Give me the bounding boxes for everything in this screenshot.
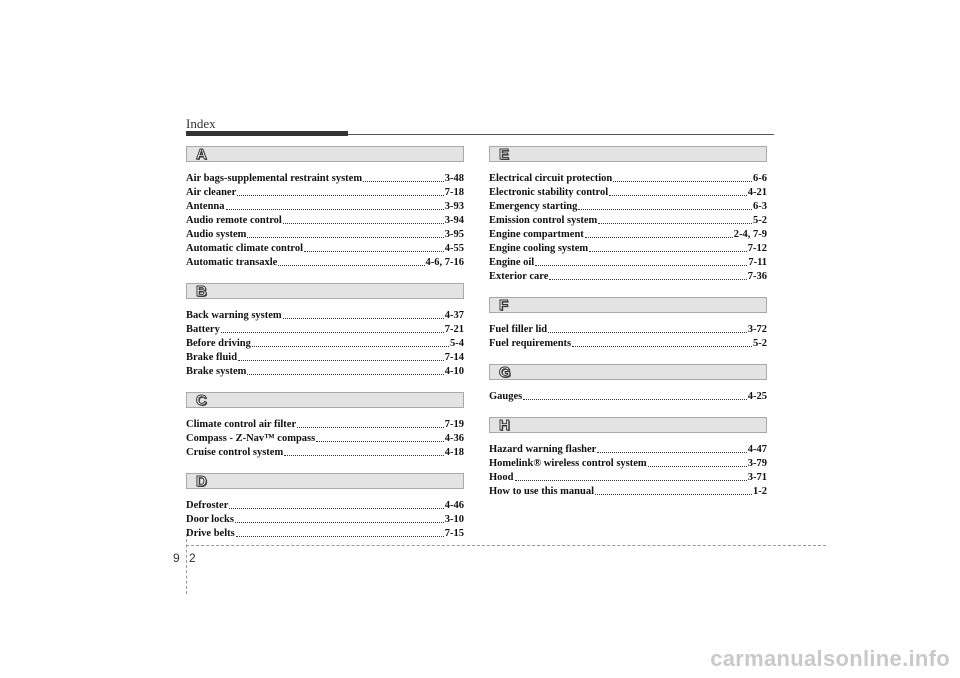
- index-entry[interactable]: [489, 337, 767, 351]
- entry-name: Engine compartment: [489, 229, 584, 240]
- entry-name: Hazard warning flasher: [489, 444, 597, 455]
- dot-leader: [236, 536, 444, 537]
- index-entry[interactable]: [186, 527, 464, 541]
- entry-page-ref: 7-11: [748, 257, 767, 268]
- entry-name: Defroster: [186, 500, 229, 511]
- dot-leader: [283, 318, 444, 319]
- entry-name: Electrical circuit protection: [489, 173, 613, 184]
- entry-name: Air bags-supplemental restraint system: [186, 173, 363, 184]
- index-entry-list: [186, 408, 464, 473]
- entry-page-ref: 4-18: [444, 447, 464, 458]
- entry-page-ref: 4-36: [444, 433, 464, 444]
- entry-page-ref: 4-55: [444, 243, 464, 254]
- index-entry[interactable]: [186, 256, 464, 270]
- index-section-g: [489, 364, 767, 417]
- index-entry[interactable]: [489, 270, 767, 284]
- entry-page-ref: 3-95: [444, 229, 464, 240]
- dot-leader: [648, 466, 747, 467]
- section-letter: A: [196, 146, 207, 163]
- entry-name: Fuel requirements: [489, 338, 572, 349]
- entry-page-ref: 1-2: [753, 486, 767, 497]
- dot-leader: [363, 181, 444, 182]
- entry-page-ref: 3-93: [444, 201, 464, 212]
- index-entry-list: [186, 162, 464, 283]
- entry-page-ref: 7-19: [444, 419, 464, 430]
- section-header-bar: [186, 473, 464, 489]
- dot-leader: [304, 251, 444, 252]
- index-entry[interactable]: [186, 228, 464, 242]
- entry-name: Automatic transaxle: [186, 257, 278, 268]
- page-number: 2: [189, 551, 196, 565]
- section-letter: D: [196, 473, 207, 490]
- entry-page-ref: 7-18: [444, 187, 464, 198]
- entry-name: How to use this manual: [489, 486, 595, 497]
- dot-leader: [316, 441, 444, 442]
- index-entry[interactable]: [186, 323, 464, 337]
- entry-name: Audio system: [186, 229, 247, 240]
- index-entry[interactable]: [489, 256, 767, 270]
- index-entry[interactable]: [489, 172, 767, 186]
- index-section-f: [489, 297, 767, 364]
- entry-name: Brake system: [186, 366, 247, 377]
- index-entry-list: [489, 313, 767, 364]
- dot-leader: [515, 480, 747, 481]
- header-accent-bar: [186, 131, 348, 136]
- section-letter: E: [499, 146, 510, 163]
- entry-name: Emergency starting: [489, 201, 578, 212]
- dot-leader: [572, 346, 752, 347]
- entry-page-ref: 5-2: [753, 215, 767, 226]
- entry-name: Homelink® wireless control system: [489, 458, 647, 469]
- index-entry-list: [489, 433, 767, 512]
- dot-leader: [589, 251, 747, 252]
- dot-leader: [235, 522, 444, 523]
- dot-leader: [226, 209, 444, 210]
- entry-name: Air cleaner: [186, 187, 237, 198]
- entry-page-ref: 5-2: [753, 338, 767, 349]
- dot-leader: [247, 374, 443, 375]
- entry-page-ref: 7-15: [444, 528, 464, 539]
- entry-page-ref: 4-21: [747, 187, 767, 198]
- entry-page-ref: 6-3: [753, 201, 767, 212]
- entry-page-ref: 3-79: [747, 458, 767, 469]
- index-section-d: [186, 473, 464, 554]
- index-entry[interactable]: [489, 242, 767, 256]
- dot-leader: [523, 399, 746, 400]
- index-entry[interactable]: [186, 309, 464, 323]
- entry-page-ref: 4-37: [444, 310, 464, 321]
- entry-name: Compass - Z-Nav™ compass: [186, 433, 316, 444]
- dot-leader: [598, 223, 752, 224]
- index-section-c: [186, 392, 464, 473]
- section-letter: G: [499, 364, 511, 381]
- dot-leader: [578, 209, 752, 210]
- index-column-left: [186, 146, 464, 554]
- index-entry[interactable]: [186, 172, 464, 186]
- entry-page-ref: 4-46: [444, 500, 464, 511]
- entry-page-ref: 7-36: [747, 271, 767, 282]
- watermark-text: carmanualsonline.info: [710, 646, 950, 671]
- entry-name: Drive belts: [186, 528, 235, 539]
- index-entry[interactable]: [489, 485, 767, 499]
- entry-page-ref: 6-6: [753, 173, 767, 184]
- index-entry[interactable]: [186, 446, 464, 460]
- dot-leader: [549, 279, 746, 280]
- dot-leader: [535, 265, 747, 266]
- index-entry[interactable]: [186, 186, 464, 200]
- index-entry[interactable]: [186, 200, 464, 214]
- section-letter: B: [196, 283, 207, 300]
- dot-leader: [278, 265, 424, 266]
- entry-page-ref: 3-71: [747, 472, 767, 483]
- chapter-number: 9: [173, 551, 180, 565]
- entry-name: Emission control system: [489, 215, 598, 226]
- index-entry[interactable]: [489, 471, 767, 485]
- dot-leader: [613, 181, 752, 182]
- index-entry[interactable]: [489, 228, 767, 242]
- entry-name: Automatic climate control: [186, 243, 304, 254]
- entry-name: Door locks: [186, 514, 234, 525]
- dot-leader: [597, 452, 746, 453]
- entry-name: Engine cooling system: [489, 243, 589, 254]
- section-header-bar: [186, 283, 464, 299]
- entry-name: Battery: [186, 324, 220, 335]
- section-letter: F: [499, 297, 509, 314]
- footer-vertical-rule: [186, 534, 187, 594]
- entry-page-ref: 3-94: [444, 215, 464, 226]
- entry-name: Fuel filler lid: [489, 324, 548, 335]
- dot-leader: [247, 237, 443, 238]
- index-entry[interactable]: [186, 418, 464, 432]
- page-title: Index: [186, 116, 216, 131]
- dot-leader: [237, 195, 444, 196]
- entry-page-ref: 3-72: [747, 324, 767, 335]
- dot-leader: [284, 455, 444, 456]
- index-section-h: [489, 417, 767, 512]
- index-entry-list: [489, 380, 767, 417]
- entry-name: Antenna: [186, 201, 225, 212]
- index-entry[interactable]: [186, 432, 464, 446]
- section-header-bar: [489, 364, 767, 380]
- section-header-bar: [489, 417, 767, 433]
- index-entry[interactable]: [186, 513, 464, 527]
- entry-page-ref: 7-12: [747, 243, 767, 254]
- index-entry[interactable]: [186, 365, 464, 379]
- entry-name: Exterior care: [489, 271, 549, 282]
- entry-page-ref: 5-4: [450, 338, 464, 349]
- entry-name: Brake fluid: [186, 352, 238, 363]
- entry-page-ref: 3-48: [444, 173, 464, 184]
- index-entry[interactable]: [489, 214, 767, 228]
- entry-page-ref: 2-4, 7-9: [733, 229, 767, 240]
- dot-leader: [595, 494, 752, 495]
- index-section-a: [186, 146, 464, 283]
- entry-page-ref: 7-21: [444, 324, 464, 335]
- section-header-bar: [489, 146, 767, 162]
- index-entry[interactable]: [489, 323, 767, 337]
- entry-name: Gauges: [489, 391, 523, 402]
- index-section-b: [186, 283, 464, 392]
- entry-name: Back warning system: [186, 310, 282, 321]
- section-header-bar: [489, 297, 767, 313]
- section-header-bar: [186, 146, 464, 162]
- entry-name: Before driving: [186, 338, 251, 349]
- footer-horizontal-rule: [186, 545, 826, 546]
- index-entry[interactable]: [489, 443, 767, 457]
- entry-name: Audio remote control: [186, 215, 282, 226]
- entry-page-ref: 3-10: [444, 514, 464, 525]
- index-entry[interactable]: [186, 351, 464, 365]
- dot-leader: [252, 346, 449, 347]
- section-letter: C: [196, 392, 207, 409]
- index-entry[interactable]: [489, 186, 767, 200]
- dot-leader: [548, 332, 747, 333]
- dot-leader: [238, 360, 444, 361]
- entry-page-ref: 4-6, 7-16: [425, 257, 464, 268]
- index-entry[interactable]: [489, 457, 767, 471]
- entry-page-ref: 4-47: [747, 444, 767, 455]
- index-entry[interactable]: [186, 214, 464, 228]
- index-entry[interactable]: [186, 242, 464, 256]
- index-column-right: [489, 146, 767, 512]
- index-entry[interactable]: [489, 200, 767, 214]
- section-header-bar: [186, 392, 464, 408]
- index-entry-list: [186, 299, 464, 392]
- dot-leader: [283, 223, 444, 224]
- dot-leader: [297, 427, 444, 428]
- dot-leader: [585, 237, 733, 238]
- entry-page-ref: 7-14: [444, 352, 464, 363]
- entry-name: Climate control air filter: [186, 419, 297, 430]
- entry-name: Hood: [489, 472, 514, 483]
- entry-name: Engine oil: [489, 257, 535, 268]
- entry-name: Electronic stability control: [489, 187, 609, 198]
- index-entry-list: [489, 162, 767, 297]
- index-entry[interactable]: [186, 499, 464, 513]
- section-letter: H: [499, 417, 510, 434]
- dot-leader: [609, 195, 747, 196]
- index-entry[interactable]: [186, 337, 464, 351]
- dot-leader: [221, 332, 444, 333]
- index-entry[interactable]: [489, 390, 767, 404]
- index-section-e: [489, 146, 767, 297]
- entry-page-ref: 4-10: [444, 366, 464, 377]
- entry-page-ref: 4-25: [747, 391, 767, 402]
- entry-name: Cruise control system: [186, 447, 284, 458]
- dot-leader: [229, 508, 443, 509]
